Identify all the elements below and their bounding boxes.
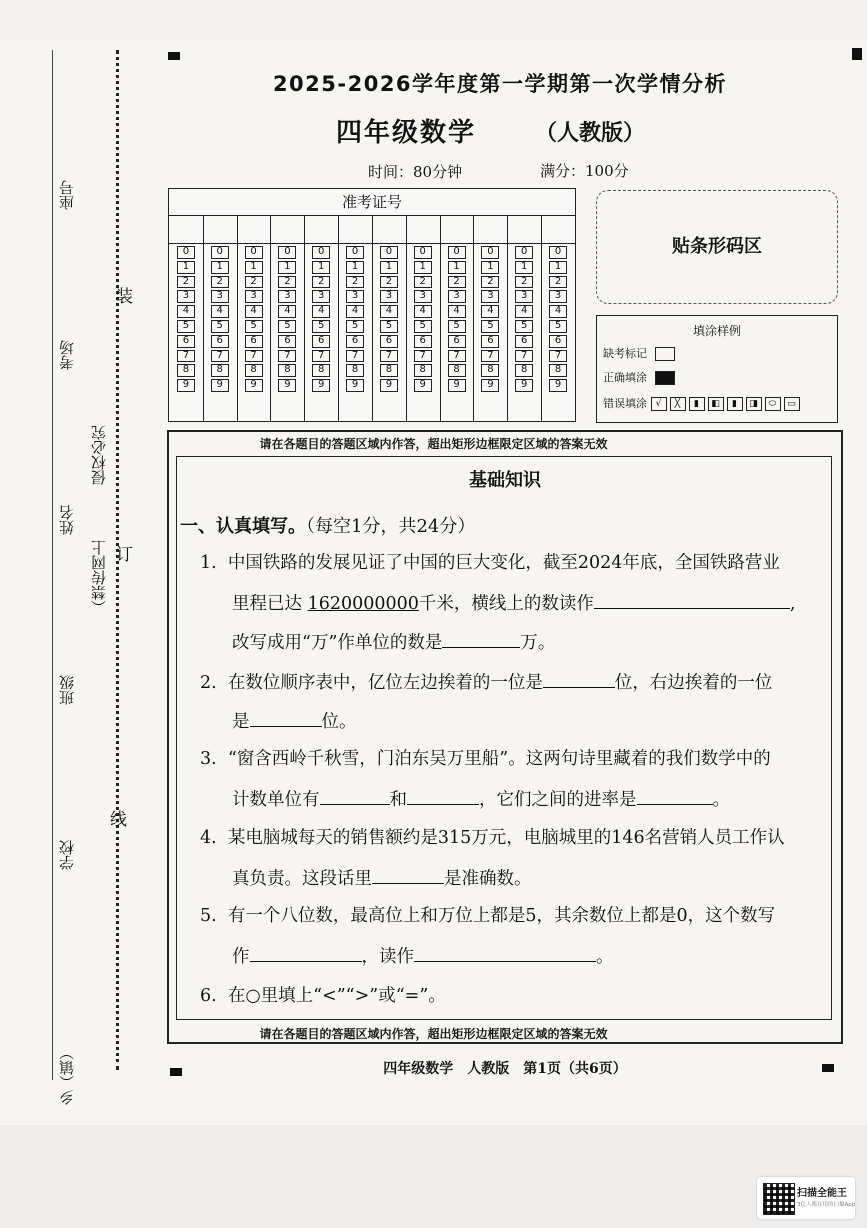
- exam-id-write-cell[interactable]: [271, 215, 305, 244]
- exam-id-digit-bubble[interactable]: 8: [278, 364, 296, 377]
- exam-id-digit-bubble[interactable]: 3: [346, 290, 364, 303]
- exam-id-digit-bubble[interactable]: 8: [312, 364, 330, 377]
- q4-line1: 某电脑城每天的销售额约是315万元，电脑城里的146名营销人员工作认: [227, 828, 785, 848]
- exam-id-digit-bubble[interactable]: 7: [414, 350, 432, 363]
- exam-id-digit-bubble[interactable]: 3: [549, 290, 567, 303]
- score-label: 满分：100分: [540, 162, 629, 180]
- exam-id-digit-bubble[interactable]: 9: [177, 379, 195, 392]
- section-title: 基础知识: [469, 470, 541, 491]
- wrong-fill-sample: ⬭: [765, 397, 781, 411]
- q1-text: 里程已达: [232, 594, 302, 614]
- exam-title: 2025-2026学年度第一学期第一次学情分析: [272, 72, 728, 96]
- exam-id-digit-bubble[interactable]: 4: [312, 305, 330, 318]
- name-label: 姓名: [58, 505, 76, 535]
- exam-id-digit-bubble[interactable]: 7: [245, 350, 263, 363]
- exam-id-digit-bubble[interactable]: 7: [278, 350, 296, 363]
- exam-id-digit-bubble[interactable]: 2: [278, 276, 296, 289]
- exam-id-digit-bubble[interactable]: 2: [448, 276, 466, 289]
- exam-id-digit-bubble[interactable]: 1: [515, 261, 533, 274]
- exam-id-digit-bubble[interactable]: 6: [380, 335, 398, 348]
- q5-number: 5.: [200, 906, 217, 926]
- q3-line2: [232, 788, 730, 811]
- q6-line1: 在○里填上“<”“>”或“=”。: [227, 986, 446, 1006]
- correct-row: [603, 369, 837, 385]
- exam-id-digit-bubble[interactable]: 5: [346, 320, 364, 333]
- exam-id-digit-bubble[interactable]: 9: [346, 379, 364, 392]
- absent-row: [603, 345, 837, 361]
- exam-id-digit-bubble[interactable]: 9: [549, 379, 567, 392]
- exam-id-digit-bubble[interactable]: 6: [414, 335, 432, 348]
- q3-text: 和: [389, 790, 407, 810]
- exam-id-digit-bubble[interactable]: 4: [380, 305, 398, 318]
- exam-id-digit-bubble[interactable]: 2: [549, 276, 567, 289]
- exam-id-column: [474, 215, 509, 421]
- q3-text: ，它们之间的进率是: [479, 790, 637, 810]
- exam-id-digit-bubble[interactable]: 6: [312, 335, 330, 348]
- exam-id-column: [304, 215, 339, 421]
- exam-id-digit-bubble[interactable]: 9: [211, 379, 229, 392]
- part1-points: （每空1分，共24分）: [306, 516, 476, 537]
- q1-text: 千米，横线上的数读作: [418, 594, 594, 614]
- seat-label: 座号: [58, 180, 76, 210]
- q5-line2: [232, 945, 614, 968]
- exam-id-digit-bubble[interactable]: 1: [245, 261, 263, 274]
- exam-id-digit-bubble[interactable]: 8: [414, 364, 432, 377]
- question-3: [200, 749, 771, 770]
- exam-id-write-cell[interactable]: [507, 215, 541, 244]
- exam-id-digit-bubble[interactable]: 5: [312, 320, 330, 333]
- school-label: 学校: [58, 840, 76, 870]
- exam-id-digit-bubble[interactable]: 4: [346, 305, 364, 318]
- exam-id-digit-bubble[interactable]: 1: [380, 261, 398, 274]
- q2-answer-blank[interactable]: [543, 671, 615, 688]
- exam-id-digit-bubble[interactable]: 8: [515, 364, 533, 377]
- exam-id-digit-bubble[interactable]: 0: [278, 246, 296, 259]
- exam-id-digit-bubble[interactable]: 3: [245, 290, 263, 303]
- exam-id-digit-bubble[interactable]: 1: [448, 261, 466, 274]
- town-label: 乡（镇）: [58, 1045, 76, 1105]
- no-upload-warning: （禁传网上: [90, 540, 108, 615]
- exam-id-grid: [168, 188, 576, 422]
- exam-id-digit-bubble[interactable]: 6: [346, 335, 364, 348]
- absent-label: 缺考标记: [603, 347, 647, 360]
- question-1: [200, 553, 780, 574]
- exam-id-digit-bubble[interactable]: 1: [346, 261, 364, 274]
- answer-region-inner: [176, 456, 832, 1020]
- exam-id-digit-bubble[interactable]: 6: [278, 335, 296, 348]
- exam-id-digit-bubble[interactable]: 8: [481, 364, 499, 377]
- wrong-fill-sample: ╳: [670, 397, 686, 411]
- q5-line1: 有一个八位数，最高位上和万位上都是5，其余数位上都是0，这个数写: [227, 906, 776, 926]
- exam-id-heading: 准考证号: [169, 189, 575, 216]
- registration-mark: [852, 48, 862, 60]
- q1-line2: 里程已达 1620000000千米，横线上的数读作 ,: [232, 594, 796, 614]
- exam-id-digit-bubble[interactable]: 2: [481, 276, 499, 289]
- exam-id-digit-bubble[interactable]: 7: [549, 350, 567, 363]
- exam-id-digit-bubble[interactable]: 6: [245, 335, 263, 348]
- exam-id-digit-bubble[interactable]: 3: [312, 290, 330, 303]
- exam-id-digit-bubble[interactable]: 1: [549, 261, 567, 274]
- q2-answer-blank[interactable]: [250, 710, 322, 727]
- q1-text: 改写成用“万”作单位的数是: [232, 633, 443, 653]
- exam-id-digit-bubble[interactable]: 5: [481, 320, 499, 333]
- exam-id-digit-bubble[interactable]: 5: [245, 320, 263, 333]
- exam-id-digit-bubble[interactable]: 6: [177, 335, 195, 348]
- barcode-area: 贴条形码区: [596, 190, 838, 304]
- q2-line2: [232, 710, 357, 733]
- q3-answer-blank[interactable]: [407, 788, 479, 805]
- exam-id-digit-bubble[interactable]: 4: [278, 305, 296, 318]
- exam-id-digit-bubble[interactable]: 7: [177, 350, 195, 363]
- exam-id-digit-bubble[interactable]: 4: [448, 305, 466, 318]
- exam-id-digit-bubble[interactable]: 5: [211, 320, 229, 333]
- question-5: [200, 906, 775, 927]
- exam-id-digit-bubble[interactable]: 0: [481, 246, 499, 259]
- exam-id-digit-bubble[interactable]: 9: [448, 379, 466, 392]
- wrong-fill-sample: ◨: [746, 397, 762, 411]
- exam-id-write-cell[interactable]: [541, 215, 575, 244]
- class-label: 班级: [58, 675, 76, 705]
- exam-id-digit-bubble[interactable]: 4: [549, 305, 567, 318]
- page-footer: 四年级数学 人教版 第1页（共6页）: [383, 1061, 627, 1077]
- exam-id-digit-bubble[interactable]: 0: [211, 246, 229, 259]
- exam-id-digit-bubble[interactable]: 1: [278, 261, 296, 274]
- exam-id-write-cell[interactable]: [237, 215, 271, 244]
- q5-answer-blank[interactable]: [250, 945, 362, 962]
- q1-answer-blank[interactable]: [594, 592, 790, 609]
- exam-id-write-cell[interactable]: [169, 215, 203, 244]
- exam-id-digit-bubble[interactable]: 4: [177, 305, 195, 318]
- answer-notice-bottom: 请在各题目的答题区域内作答，超出矩形边框限定区域的答案无效: [259, 1027, 608, 1041]
- exam-id-digit-bubble[interactable]: 1: [177, 261, 195, 274]
- exam-id-digit-bubble[interactable]: 7: [312, 350, 330, 363]
- exam-id-column: [169, 215, 204, 421]
- exam-id-digit-bubble[interactable]: 1: [211, 261, 229, 274]
- q5-text: 作: [232, 947, 250, 967]
- exam-id-digit-bubble[interactable]: 9: [414, 379, 432, 392]
- exam-id-column: [203, 215, 238, 421]
- seal-char: 装: [116, 287, 133, 307]
- scanner-name: 扫描全能王: [797, 1188, 847, 1199]
- exam-id-digit-bubble[interactable]: 0: [177, 246, 195, 259]
- exam-id-column: [541, 215, 575, 421]
- exam-id-digit-bubble[interactable]: 8: [448, 364, 466, 377]
- exam-id-digit-bubble[interactable]: 4: [481, 305, 499, 318]
- q2-text: 位。: [321, 712, 357, 732]
- exam-id-digit-bubble[interactable]: 0: [380, 246, 398, 259]
- exam-id-digit-bubble[interactable]: 0: [312, 246, 330, 259]
- edition-label: （人教版）: [535, 120, 646, 146]
- exam-id-column: [271, 215, 306, 421]
- exam-id-digit-bubble[interactable]: 9: [481, 379, 499, 392]
- exam-id-digit-bubble[interactable]: 6: [515, 335, 533, 348]
- q1-line1: 中国铁路的发展见证了中国的巨大变化，截至2024年底，全国铁路营业: [227, 553, 780, 573]
- q2-text: 是: [232, 712, 250, 732]
- exam-id-write-cell[interactable]: [203, 215, 237, 244]
- q2-number: 2.: [200, 673, 217, 693]
- exam-id-digit-bubble[interactable]: 0: [414, 246, 432, 259]
- exam-id-digit-bubble[interactable]: 5: [414, 320, 432, 333]
- exam-id-digit-bubble[interactable]: 7: [515, 350, 533, 363]
- question-6: [200, 986, 446, 1007]
- exam-id-digit-bubble[interactable]: 2: [211, 276, 229, 289]
- exam-id-digit-bubble[interactable]: 3: [481, 290, 499, 303]
- wrong-fill-sample: ▮: [689, 397, 705, 411]
- exam-id-digit-bubble[interactable]: 0: [549, 246, 567, 259]
- cut-char: 线: [110, 810, 127, 830]
- part1-title: 一、认真填写。: [180, 516, 306, 537]
- exam-id-digit-bubble[interactable]: 0: [245, 246, 263, 259]
- exam-id-digit-bubble[interactable]: 3: [380, 290, 398, 303]
- exam-id-digit-bubble[interactable]: 0: [515, 246, 533, 259]
- q1-line3: [232, 631, 555, 654]
- q3-number: 3.: [200, 749, 217, 769]
- exam-id-digit-bubble[interactable]: 6: [481, 335, 499, 348]
- exam-id-digit-bubble[interactable]: 1: [414, 261, 432, 274]
- exam-id-digit-bubble[interactable]: 8: [211, 364, 229, 377]
- exam-id-digit-bubble[interactable]: 5: [515, 320, 533, 333]
- exam-id-column: [338, 215, 373, 421]
- q3-line1: “窗含西岭千秋雪，门泊东吴万里船”。这两句诗里藏着的我们数学中的: [227, 749, 771, 769]
- exam-id-digit-bubble[interactable]: 4: [211, 305, 229, 318]
- exam-id-digit-bubble[interactable]: 3: [278, 290, 296, 303]
- exam-id-digit-bubble[interactable]: 8: [380, 364, 398, 377]
- exam-id-digit-bubble[interactable]: 3: [515, 290, 533, 303]
- exam-id-digit-bubble[interactable]: 7: [448, 350, 466, 363]
- scanner-badge: [757, 1177, 855, 1219]
- exam-id-digit-bubble[interactable]: 8: [549, 364, 567, 377]
- exam-id-digit-bubble[interactable]: 5: [177, 320, 195, 333]
- exam-id-digit-bubble[interactable]: 9: [245, 379, 263, 392]
- exam-id-column: [406, 215, 441, 421]
- exam-id-digit-bubble[interactable]: 1: [481, 261, 499, 274]
- exam-id-digit-bubble[interactable]: 3: [211, 290, 229, 303]
- wrong-fill-sample: ◧: [708, 397, 724, 411]
- exam-id-digit-bubble[interactable]: 5: [448, 320, 466, 333]
- margin-line: [52, 50, 53, 1080]
- exam-id-write-cell[interactable]: [440, 215, 474, 244]
- exam-id-column: [507, 215, 542, 421]
- q4-line2: [232, 867, 532, 890]
- q3-answer-blank[interactable]: [637, 788, 713, 805]
- absent-checkbox[interactable]: [655, 347, 675, 361]
- exam-id-digit-bubble[interactable]: 9: [278, 379, 296, 392]
- time-label: 时间：80分钟: [368, 163, 463, 181]
- q1-number: 1.: [200, 553, 217, 573]
- scan-background: [0, 1125, 867, 1228]
- fill-sample-title: 填涂样例: [692, 324, 741, 338]
- exam-id-write-cell[interactable]: [338, 215, 372, 244]
- wrong-label: 错误填涂: [603, 397, 647, 410]
- exam-id-digit-bubble[interactable]: 0: [346, 246, 364, 259]
- q2-text: 在数位顺序表中，亿位左边挨着的一位是: [227, 673, 543, 693]
- exam-id-digit-bubble[interactable]: 8: [177, 364, 195, 377]
- exam-id-column: [237, 215, 272, 421]
- exam-id-digit-bubble[interactable]: 2: [312, 276, 330, 289]
- q5-text: 。: [596, 947, 614, 967]
- wrong-fill-sample: ▭: [784, 397, 800, 411]
- fill-sample-box: [596, 315, 838, 423]
- wrong-row: [603, 395, 837, 411]
- exam-id-digit-bubble[interactable]: 8: [346, 364, 364, 377]
- exam-id-digit-bubble[interactable]: 4: [515, 305, 533, 318]
- q4-number: 4.: [200, 828, 217, 848]
- q3-answer-blank[interactable]: [320, 788, 390, 805]
- answer-notice-top: 请在各题目的答题区域内作答，超出矩形边框限定区域的答案无效: [259, 437, 608, 451]
- exam-id-digit-bubble[interactable]: 3: [177, 290, 195, 303]
- registration-mark: [168, 52, 180, 60]
- exam-id-digit-bubble[interactable]: 9: [515, 379, 533, 392]
- q3-text: 计数单位有: [232, 790, 320, 810]
- exam-id-digit-bubble[interactable]: 5: [278, 320, 296, 333]
- exam-id-write-cell[interactable]: [304, 215, 338, 244]
- q4-text: 真负责。这段话里: [232, 869, 372, 889]
- exam-id-write-cell[interactable]: [474, 215, 508, 244]
- exam-id-digit-bubble[interactable]: 2: [177, 276, 195, 289]
- exam-id-digit-bubble[interactable]: 7: [346, 350, 364, 363]
- q6-number: 6.: [200, 986, 217, 1006]
- exam-id-digit-bubble[interactable]: 2: [515, 276, 533, 289]
- exam-id-column: [372, 215, 407, 421]
- exam-id-digit-bubble[interactable]: 9: [312, 379, 330, 392]
- copyright-warning: 侵权必究: [90, 425, 108, 485]
- exam-id-column: [440, 215, 475, 421]
- correct-label: 正确填涂: [603, 371, 647, 384]
- exam-id-digit-bubble[interactable]: 7: [481, 350, 499, 363]
- correct-fill-sample: [655, 371, 675, 385]
- exam-id-digit-bubble[interactable]: 7: [380, 350, 398, 363]
- q1-text: 万。: [520, 633, 556, 653]
- subject-title: 四年级数学: [336, 118, 477, 148]
- exam-id-write-cell[interactable]: [372, 215, 406, 244]
- q3-text: 。: [712, 790, 730, 810]
- q4-text: 是准确数。: [444, 869, 532, 889]
- question-4: [200, 828, 785, 849]
- exam-id-digit-bubble[interactable]: 4: [245, 305, 263, 318]
- exam-id-digit-bubble[interactable]: 2: [380, 276, 398, 289]
- exam-id-digit-bubble[interactable]: 7: [211, 350, 229, 363]
- exam-id-digit-bubble[interactable]: 1: [312, 261, 330, 274]
- exam-id-digit-bubble[interactable]: 2: [245, 276, 263, 289]
- question-2: [200, 671, 772, 694]
- exam-id-digit-bubble[interactable]: 0: [448, 246, 466, 259]
- q2-text: 位，右边挨着的一位: [614, 673, 773, 693]
- q5-text: ，读作: [361, 947, 414, 967]
- wrong-fill-sample: √: [651, 397, 667, 411]
- exam-id-digit-bubble[interactable]: 6: [549, 335, 567, 348]
- exam-id-digit-bubble[interactable]: 5: [380, 320, 398, 333]
- exam-id-digit-bubble[interactable]: 3: [448, 290, 466, 303]
- exam-id-write-cell[interactable]: [406, 215, 440, 244]
- wrong-fill-sample: ▮: [727, 397, 743, 411]
- qr-code-icon: [763, 1183, 795, 1215]
- exam-id-digit-bubble[interactable]: 2: [414, 276, 432, 289]
- exam-id-digit-bubble[interactable]: 6: [211, 335, 229, 348]
- q5-answer-blank[interactable]: [414, 945, 596, 962]
- room-label: 考场: [58, 340, 76, 370]
- exam-id-digit-bubble[interactable]: 4: [414, 305, 432, 318]
- exam-id-digit-bubble[interactable]: 9: [380, 379, 398, 392]
- q4-answer-blank[interactable]: [372, 867, 444, 884]
- scanner-sub: 3亿人都在用的扫描App: [797, 1202, 856, 1208]
- exam-id-digit-bubble[interactable]: 5: [549, 320, 567, 333]
- q1-answer-blank[interactable]: [442, 631, 520, 648]
- part1-heading: [180, 512, 475, 538]
- exam-id-digit-bubble[interactable]: 6: [448, 335, 466, 348]
- exam-id-digit-bubble[interactable]: 8: [245, 364, 263, 377]
- q1-number-value: 1620000000: [307, 594, 419, 614]
- exam-id-digit-bubble[interactable]: 2: [346, 276, 364, 289]
- exam-id-digit-bubble[interactable]: 3: [414, 290, 432, 303]
- bind-char: 订: [116, 545, 133, 565]
